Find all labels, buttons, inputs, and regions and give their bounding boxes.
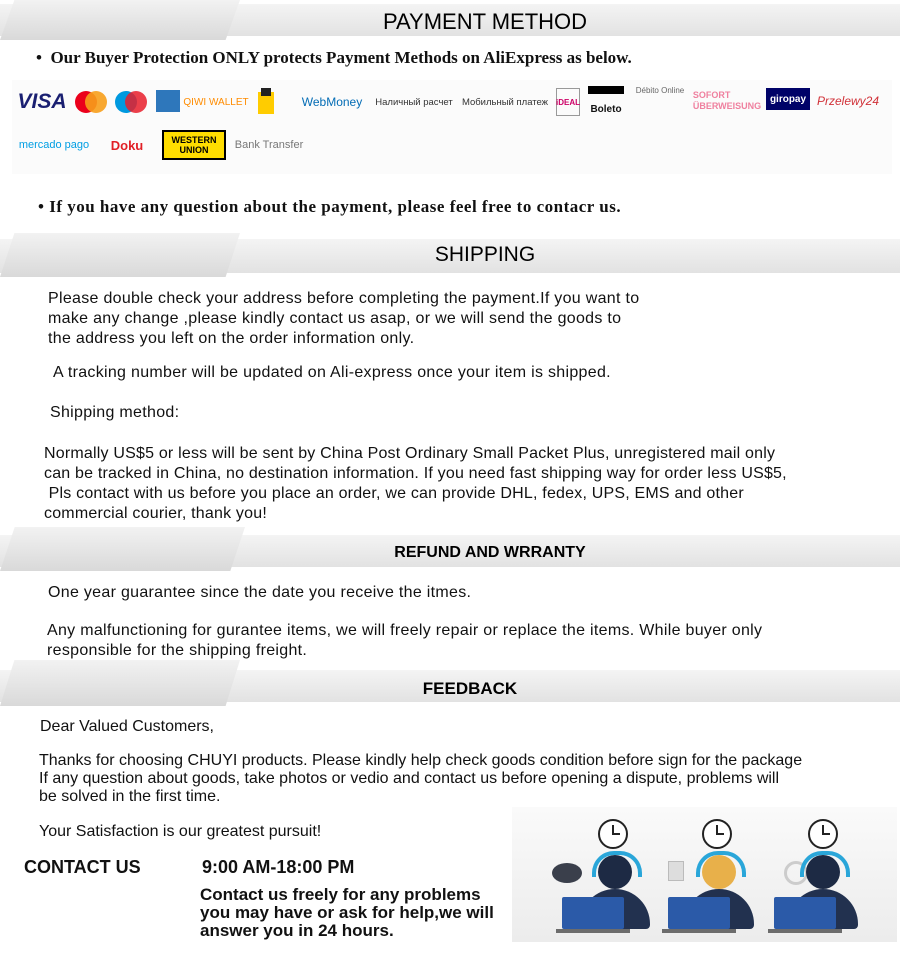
text-line: make any change ,please kindly contact us asap, or we will send the goods to [48,310,622,327]
working-hours: 9:00 AM-18:00 PM [202,857,355,877]
headset-icon [800,851,850,877]
text-line: the address you left on the order information only. [48,330,415,347]
text-line: be solved in the first time. [39,788,221,805]
shipping-method-label: Shipping method: [50,404,180,421]
refund-title: REFUND AND WRRANTY [394,544,586,561]
headset-icon [592,851,642,877]
text-line: answer you in 24 hours. [200,921,394,940]
tracking-note: A tracking number will be updated on Ali-express once your item is shipped. [53,364,611,381]
protection-note [36,48,632,68]
bullet: • [36,48,42,67]
maestro-logo [114,90,148,114]
headset-icon [696,851,746,877]
bank-transfer-logo: Bank Transfer [234,139,304,151]
contact-text [200,886,494,940]
mercadopago-logo: mercado pago [18,139,90,151]
shipping-title: SHIPPING [434,243,536,266]
chat-bubble-icon [552,863,582,883]
mastercard-logo [74,90,108,114]
payment-question [38,197,621,217]
boleto-logo: Boleto [588,86,624,124]
bullet: • [38,197,45,216]
webmoney-logo: WebMoney [301,95,363,109]
text-line: responsible for the shipping freight. [47,642,308,659]
doku-logo: Doku [110,137,144,153]
protection-note-text: Our Buyer Protection ONLY protects Payment Methods on AliExpress as below. [50,48,632,67]
payment-question-text: If you have any question about the payment, please feel free to contacr us. [49,197,622,216]
text-line: Contact us freely for any problems [200,885,481,904]
feedback-banner [0,660,900,706]
text-line: Please double check your address before completing the payment.If you want to [48,290,640,307]
text-line: Normally US$5 or less will be sent by China Post Ordinary Small Packet Plus, unregistered mail only [44,445,776,462]
refund-paragraph-1: One year guarantee since the date you receive the itmes. [48,584,472,601]
feedback-title: FEEDBACK [422,679,518,698]
clock-icon [702,819,732,849]
customer-service-illustration [512,807,897,942]
satisfaction-line: Your Satisfaction is our greatest pursuit! [39,823,322,840]
western-union-logo: WESTERN UNION [162,130,226,160]
clock-icon [598,819,628,849]
amex-logo [156,90,180,112]
shipping-paragraph-2 [44,444,787,524]
payment-banner [0,0,900,40]
text-line: If any question about goods, take photos or vedio and contact us before opening a dispute, problems will [39,770,780,787]
mobile-payment-logo: Мобильный платеж [461,96,549,108]
text-line: commercial courier, thank you! [44,505,267,522]
feedback-paragraph [39,752,802,806]
ideal-logo: iDEAL [556,88,580,116]
refund-banner [0,527,900,571]
visa-logo: VISA [17,90,67,113]
greeting: Dear Valued Customers, [40,718,214,735]
laptop-icon [668,897,730,929]
debito-online-logo: Débito Online [635,86,685,95]
text-line: Any malfunctioning for gurantee items, we will freely repair or replace the items. While buyer only [47,622,763,639]
shipping-paragraph-1 [48,289,639,349]
przelewy24-logo: Przelewy24 [816,94,880,108]
document-icon [668,861,684,881]
sofort-logo: SOFORT ÜBERWEISUNG [692,90,762,111]
payment-logos [12,80,892,174]
payment-title: PAYMENT METHOD [382,9,588,34]
qiwi-logo: QIWI WALLET [183,96,249,108]
clock-icon [808,819,838,849]
laptop-icon [774,897,836,929]
shipping-banner [0,233,900,277]
text-line: Thanks for choosing CHUYI products. Please kindly help check goods condition before sign for the package [39,752,803,769]
contact-us-label: CONTACT US [24,857,141,877]
giropay-logo: giropay [766,88,810,110]
refund-paragraph-2 [47,621,762,661]
laptop-icon [562,897,624,929]
text-line: can be tracked in China, no destination information. If you need fast shipping way for order less US$5, [44,465,787,482]
text-line: Pls contact with us before you place an order, we can provide DHL, fedex, UPS, EMS and other [44,485,744,502]
text-line: you may have or ask for help,we will [200,903,494,922]
cash-logo: Наличный расчет [375,96,453,108]
yandex-money-icon [256,86,276,116]
